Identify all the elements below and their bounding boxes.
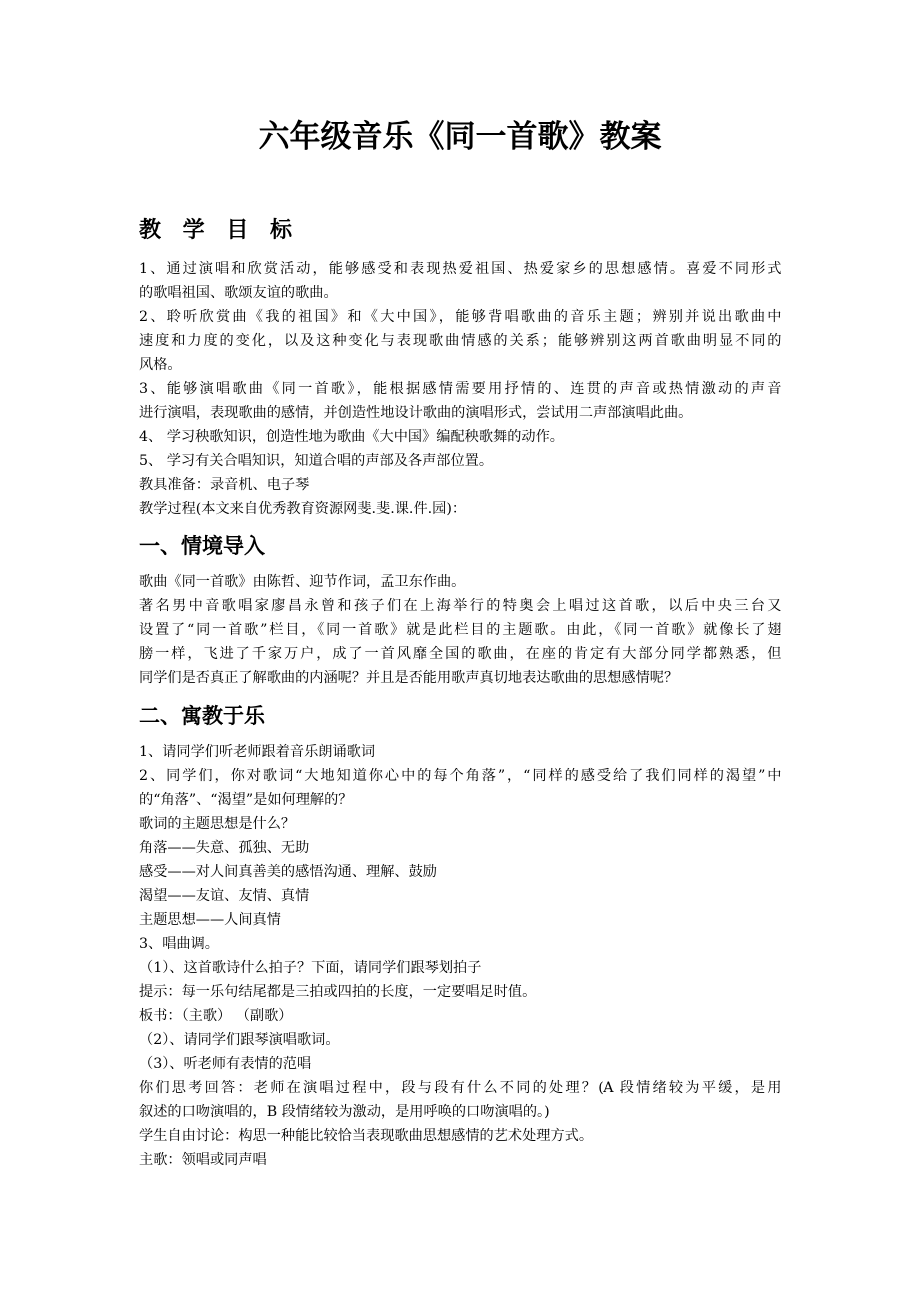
lyrics-theme-question: 歌词的主题思想是什么？ <box>139 816 296 832</box>
intro-line-1: 歌曲《同一首歌》由陈哲、迎节作词，孟卫东作曲。 <box>139 574 466 590</box>
goal-5: 5、 学习有关合唱知识，知道合唱的声部及各声部位置。 <box>139 453 494 469</box>
goal-1-line-2: 的歌唱祖国、歌颂友谊的歌曲。 <box>139 285 338 301</box>
heading-teaching-goals: 教 学 目 标 <box>139 218 299 243</box>
heading-section-2: 二、寓教于乐 <box>139 704 265 728</box>
step-3-2: （2）、请同学们跟琴演唱歌词。 <box>139 1032 340 1048</box>
step-3-1: （1）、这首歌诗什么拍子？下面，请同学们跟琴划拍子 <box>139 960 482 976</box>
goal-2-line-1: 2、聆听欣赏曲《我的祖国》和《大中国》，能够背唱歌曲的音乐主题；辨别并说出歌曲中 <box>139 309 781 325</box>
step-2-line-2: 的“角落”、“渴望”是如何理解的？ <box>139 792 353 808</box>
goal-2-line-3: 风格。 <box>139 357 182 373</box>
free-discussion: 学生自由讨论：构思一种能比较恰当表现歌曲思想感情的艺术处理方式。 <box>139 1128 594 1144</box>
heading-section-1: 一、情境导入 <box>139 534 265 558</box>
goal-3-line-1: 3、能够演唱歌曲《同一首歌》，能根据感情需要用抒情的、连贯的声音或热情激动的声音 <box>139 381 781 397</box>
think-answer-line-1: 你们思考回答：老师在演唱过程中，段与段有什么不同的处理？(A 段情绪较为平缓，是用 <box>139 1080 781 1096</box>
term-feeling: 感受——对人间真善美的感悟沟通、理解、鼓励 <box>139 864 437 880</box>
intro-line-2: 著名男中音歌唱家廖昌永曾和孩子们在上海举行的特奥会上唱过这首歌，以后中央三台又 <box>139 598 781 614</box>
goal-4: 4、 学习秧歌知识，创造性地为歌曲《大中国》编配秧歌舞的动作。 <box>139 429 564 445</box>
goal-2-line-2: 速度和力度的变化，以及这种变化与表现歌曲情感的关系；能够辨别这两首歌曲明显不同的 <box>139 333 781 349</box>
term-corner: 角落——失意、孤独、无助 <box>139 840 310 856</box>
step-2-line-1: 2、同学们，你对歌词“大地知道你心中的每个角落”，“同样的感受给了我们同样的渴望”中 <box>139 768 781 784</box>
step-1: 1、请同学们听老师跟着音乐朗诵歌词 <box>139 744 376 760</box>
hint: 提示：每一乐句结尾都是三拍或四拍的长度，一定要唱足时值。 <box>139 984 537 1000</box>
intro-line-3: 设置了“同一首歌”栏目，《同一首歌》就是此栏目的主题歌。由此，《同一首歌》就像长了翅 <box>139 622 781 638</box>
intro-line-5: 同学们是否真正了解歌曲的内涵呢？并且是否能用歌声真切地表达歌曲的思想感情呢？ <box>139 670 679 686</box>
teaching-aids: 教具准备：录音机、电子琴 <box>139 477 310 493</box>
goal-1-line-1: 1、通过演唱和欣赏活动，能够感受和表现热爱祖国、热爱家乡的思想感情。喜爱不同形式 <box>139 261 781 277</box>
goal-3-line-2: 进行演唱，表现歌曲的感情，并创造性地设计歌曲的演唱形式，尝试用二声部演唱此曲。 <box>139 405 693 421</box>
think-answer-line-2: 叙述的口吻演唱的，B 段情绪较为激动，是用呼唤的口吻演唱的。) <box>139 1104 550 1120</box>
blackboard: 板书：（主歌） （副歌） <box>139 1008 293 1024</box>
step-3: 3、唱曲调。 <box>139 936 219 952</box>
step-3-3: （3）、听老师有表情的范唱 <box>139 1056 312 1072</box>
teaching-process: 教学过程(本文来自优秀教育资源网斐.斐.课.件.园)： <box>139 501 467 517</box>
intro-line-4: 膀一样，飞进了千家万户，成了一首风靡全国的歌曲，在座的肯定有大部分同学都熟悉，但 <box>139 646 781 662</box>
document-title: 六年级音乐《同一首歌》教案 <box>258 119 662 155</box>
term-desire: 渴望——友谊、友情、真情 <box>139 888 310 904</box>
term-theme: 主题思想——人间真情 <box>139 912 281 928</box>
verse-arrangement: 主歌：领唱或同声唱 <box>139 1152 267 1168</box>
